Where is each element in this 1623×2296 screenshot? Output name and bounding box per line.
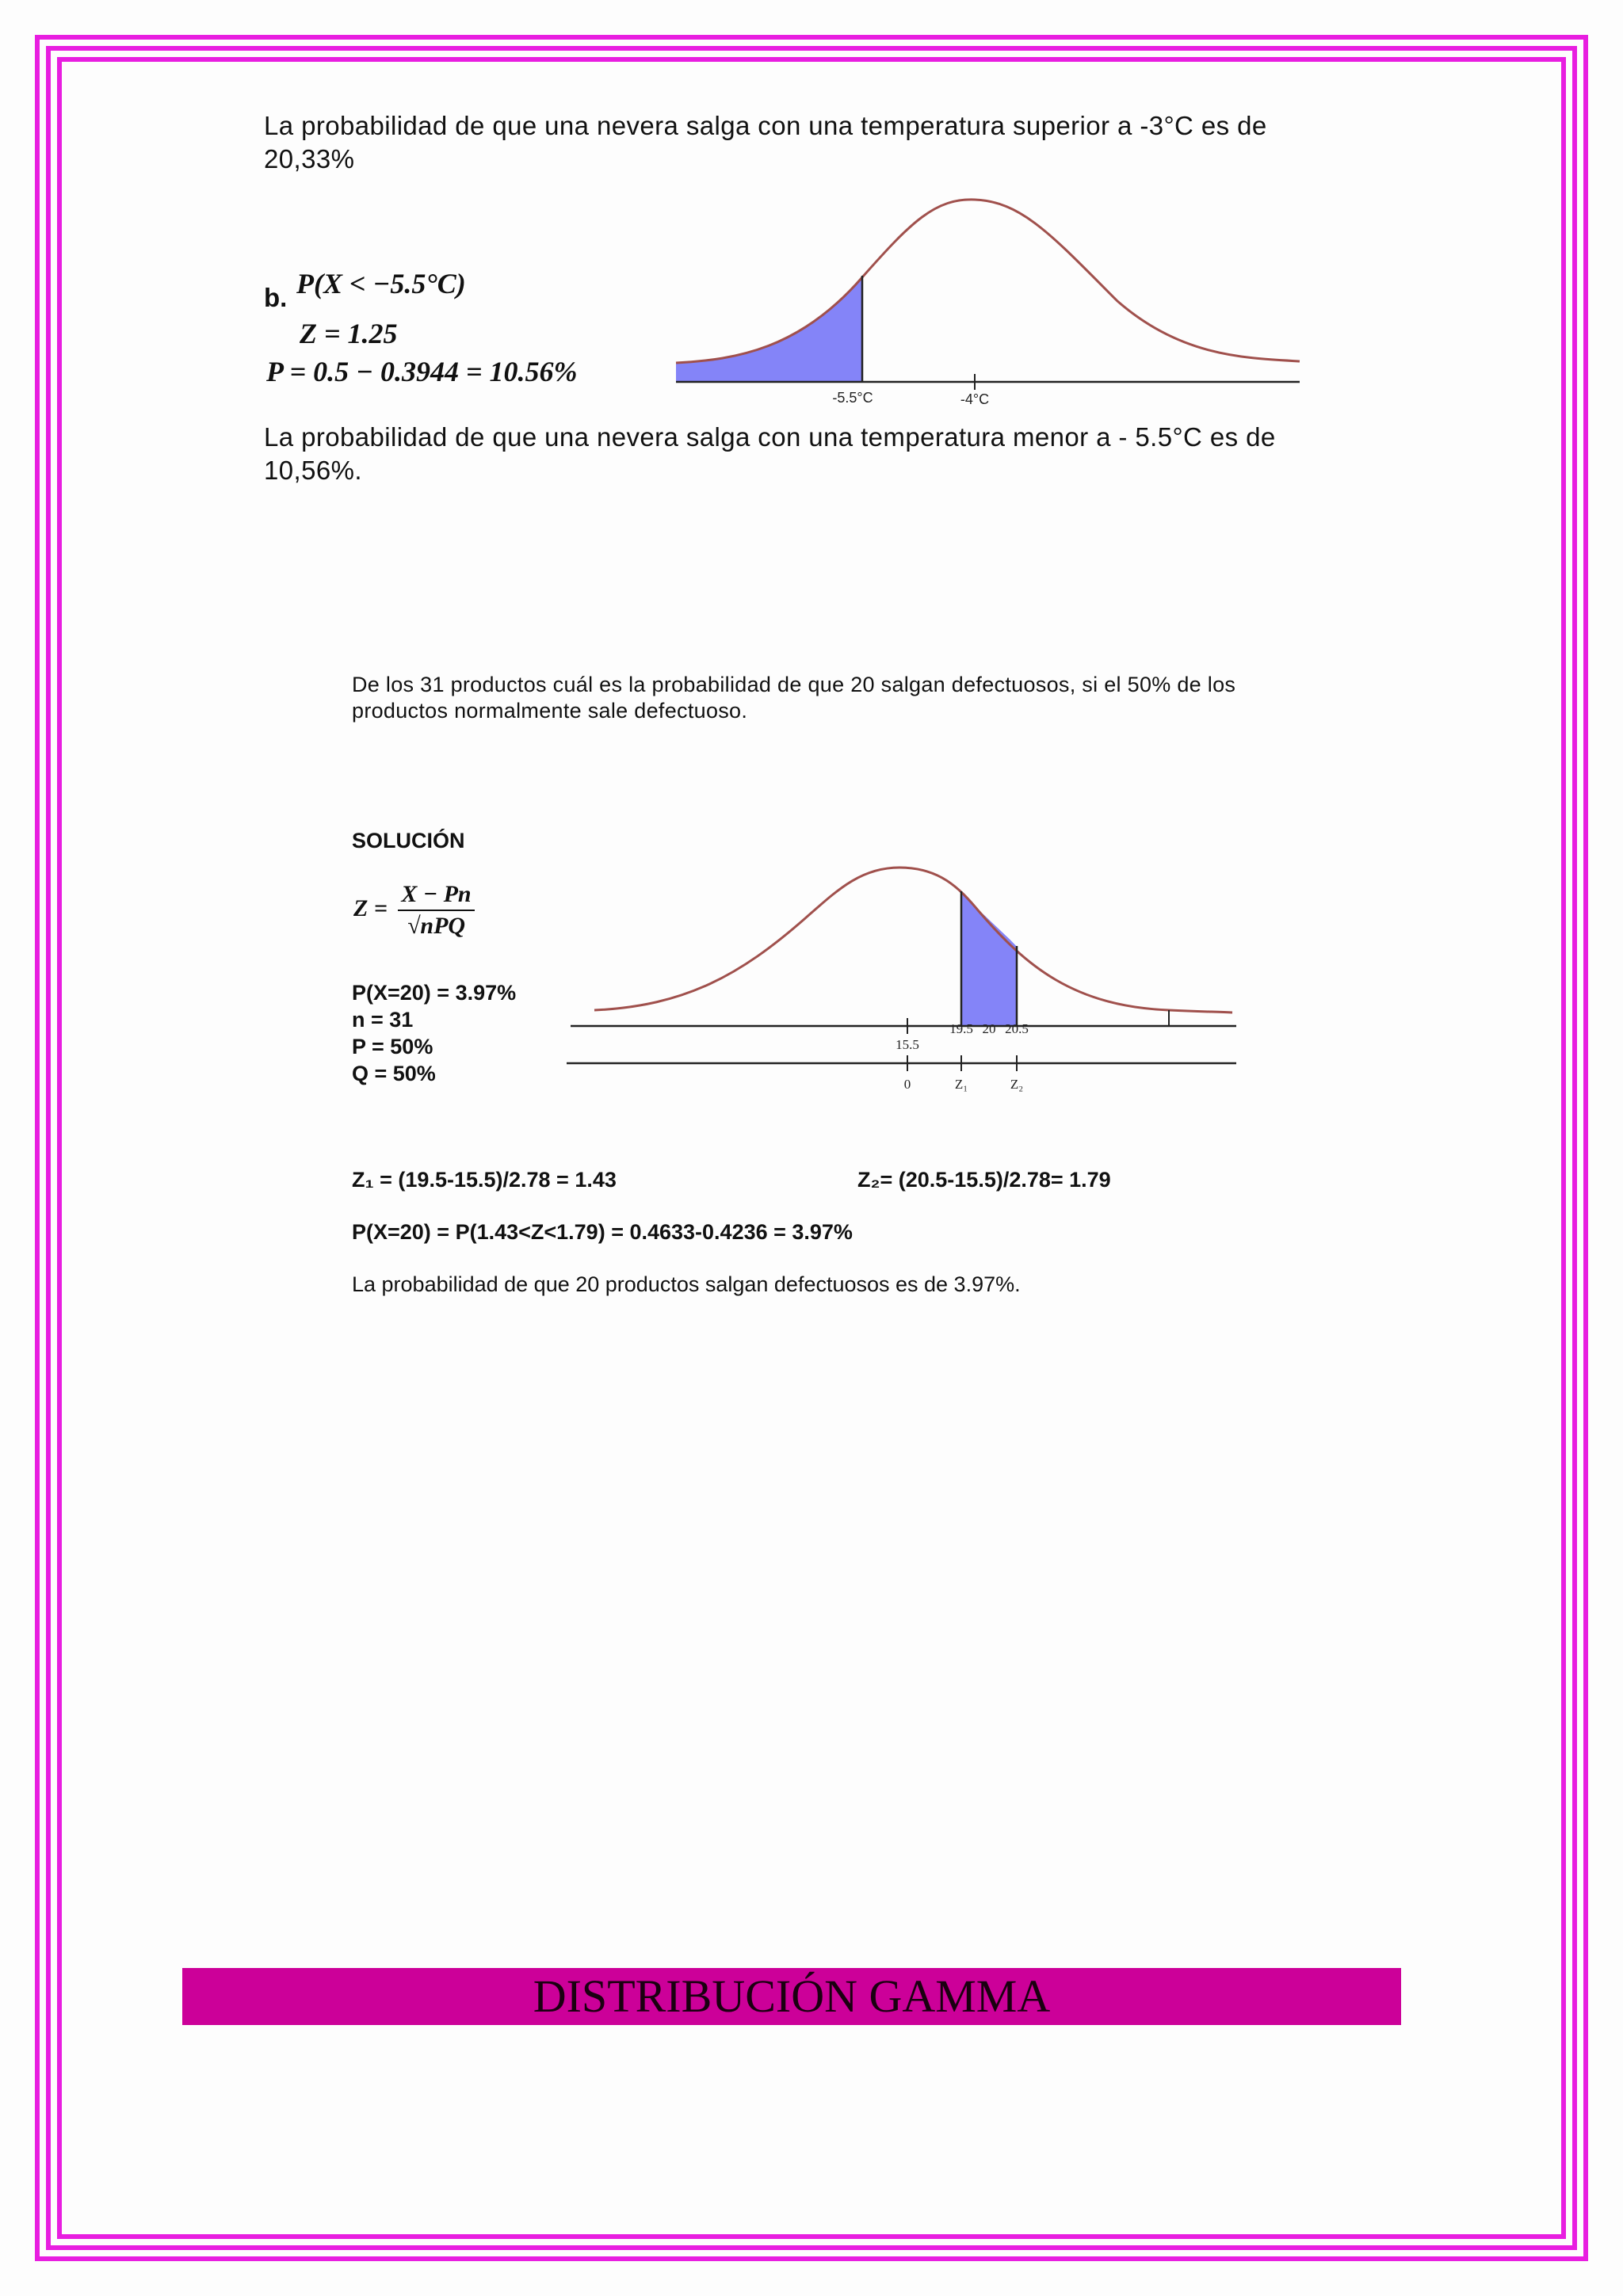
formula-numerator: X − Pn: [398, 881, 474, 911]
normal-curve-left-tail: [674, 190, 1308, 412]
section-a-conclusion: La probabilidad de que una nevera salga con una temperatura superior a -3°C es de 20,33%: [264, 111, 1267, 174]
section-b-z-value: Z = 1.25: [300, 318, 398, 349]
z-label-z2: Z₂: [1010, 1077, 1024, 1092]
problem-2-question: De los 31 productos cuál es la probabilidad de que 20 salgan defectuosos, si el 50% de los productos normalmente sale defectuoso.: [352, 673, 1236, 723]
given-p: P = 50%: [352, 1035, 433, 1058]
tick-label-20: 20: [982, 1021, 996, 1036]
tick-label-20-5: 20.5: [1005, 1021, 1029, 1036]
probability-calculation: P(X=20) = P(1.43<Z<1.79) = 0.4633-0.4236 = 3.97%: [352, 1220, 853, 1244]
given-q: Q = 50%: [352, 1062, 436, 1085]
z-label-0: 0: [903, 1077, 911, 1092]
normal-curve-interval: [567, 856, 1252, 1117]
interval-shaded-area: [961, 892, 1017, 1026]
section-b-conclusion: La probabilidad de que una nevera salga con una temperatura menor a - 5.5°C es de 10,56%.: [264, 422, 1276, 485]
z-formula: [353, 881, 475, 940]
given-px20: P(X=20) = 3.97%: [352, 981, 517, 1005]
section-b-probability-expr: P(X < −5.5°C): [296, 268, 466, 299]
tick-label-left: -5.5°C: [832, 390, 873, 406]
formula-denominator: √nPQ: [407, 913, 466, 939]
given-values: [352, 979, 516, 1087]
bell-curve: [676, 200, 1300, 363]
section-banner: DISTRIBUCIÓN GAMMA: [182, 1968, 1401, 2025]
tick-label-19-5: 19.5: [949, 1021, 973, 1036]
problem-2-conclusion: La probabilidad de que 20 productos salgan defectuosos es de 3.97%.: [352, 1272, 1021, 1296]
formula-lhs: Z =: [353, 894, 388, 921]
z-label-z1: Z₁: [954, 1077, 968, 1092]
left-tail-shaded-area: [676, 277, 862, 382]
section-b-result: P = 0.5 − 0.3944 = 10.56%: [266, 356, 578, 387]
z1-calculation: Z₁ = (19.5-15.5)/2.78 = 1.43: [352, 1168, 617, 1192]
tick-label-mean: -4°C: [960, 391, 990, 407]
bell-curve-2: [594, 868, 1232, 1013]
solution-heading: SOLUCIÓN: [352, 829, 465, 852]
section-b-label: b.: [264, 283, 288, 312]
z2-calculation: Z₂= (20.5-15.5)/2.78= 1.79: [857, 1168, 1111, 1192]
given-n: n = 31: [352, 1008, 414, 1032]
tick-label-15-5: 15.5: [896, 1037, 919, 1052]
